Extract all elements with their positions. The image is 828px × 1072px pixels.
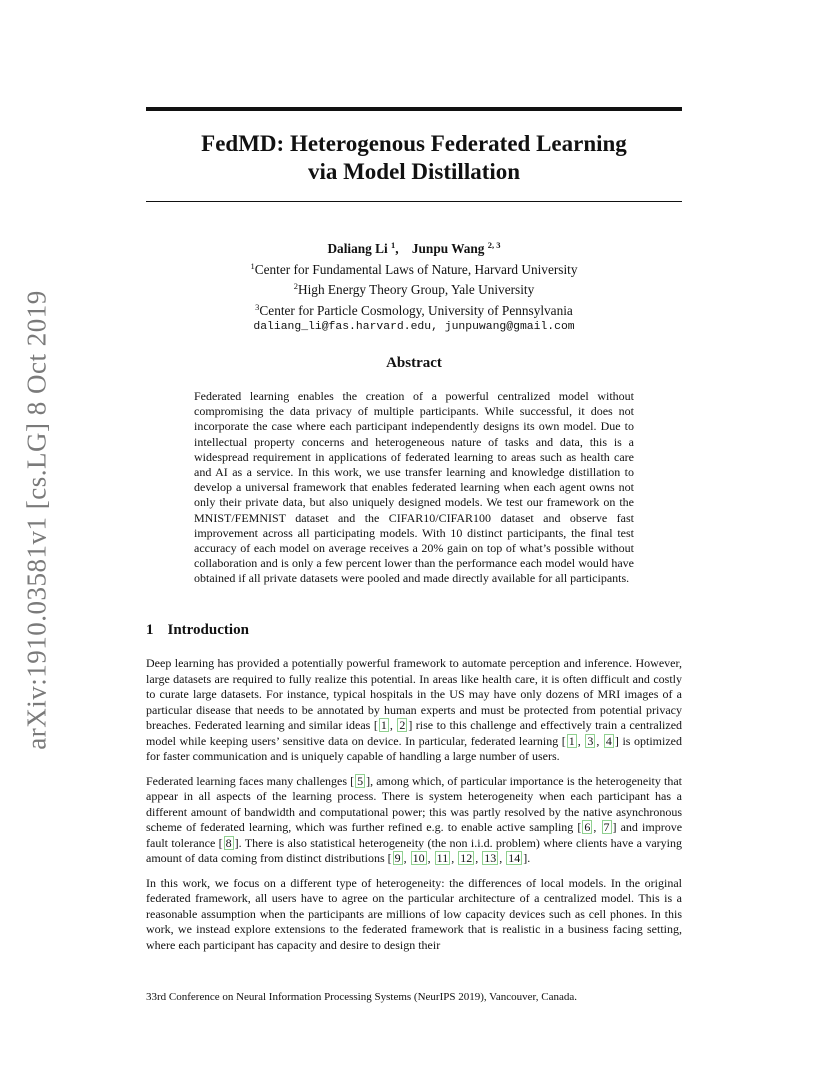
text-run: , [427,851,434,865]
abstract-heading: Abstract [386,355,442,371]
text-run: , [403,851,410,865]
citation-link[interactable]: 1 [568,733,575,748]
author-2-affiliation-mark: 2, 3 [487,240,501,250]
author-names: Daliang Li $^1$, Junpu Wang $^{2, 3}$ [327,240,501,256]
author-emails: daliang_li@fas.harvard.edu, junpuwang@gmail.com [253,321,575,334]
citation-link[interactable]: 14 [508,851,521,865]
citation-link[interactable]: 3 [587,733,594,748]
text-run: ] and improve fault tolerance [ [146,820,683,850]
text-run: ] rise to this challenge and effectively train a centralized model while keeping users’ sensitive data on device. In particular, federated learning [ [146,718,683,748]
section-heading-introduction [146,622,249,639]
text-run: Deep learning has provided a potentially powerful framework to automate perception and inference. However, large datasets are required to fully realize this potential. In areas like health care, it is often difficult and costly to curate large datasets. For instance, typical hospitals in the US may have only dozens of MRI images of a particular disease that needs to be annotated by human experts and must be protected from potential privacy breaches. Federated learning and similar ideas [ [146,656,682,732]
citation-link[interactable]: 13 [484,851,497,865]
citation-link[interactable]: 1 [380,718,387,732]
citation-link[interactable]: 9 [394,851,401,865]
affiliation-3-text: Center for Particle Cosmology, University of Pennsylvania [259,302,573,318]
affiliation-2-text: High Energy Theory Group, Yale University [298,282,535,298]
citation-link[interactable]: 8 [225,835,232,850]
introduction-body [146,656,682,962]
text-run: , [389,718,397,732]
paragraph-3: In this work, we focus on a different type of heterogeneity: the differences of local models. In the original federated framework, all users have to agree on the particular architecture of a centralized model. This is a reasonable assumption when the participants are millions of low capacity devices such as cell phones. In this work, we instead explore extensions to the federated framework that is realistic in a business facing setting, where each participant has capacity and desire to design their [146,875,682,952]
affiliation-1-text: Center for Fundamental Laws of Nature, Harvard University [254,261,578,277]
text-run: , [593,820,601,834]
text-run: Federated learning faces many challenges [ [146,773,355,788]
citation-link[interactable]: 6 [584,820,591,834]
text-run: , [499,851,506,865]
text-run: , [596,733,603,748]
paper-title-line-1: FedMD: Heterogenous Federated Learning [201,131,627,156]
author-1-affiliation-mark: 1 [391,240,396,250]
citation-link[interactable]: 2 [399,718,406,732]
conference-footer: 33rd Conference on Neural Information Processing Systems (NeurIPS 2019), Vancouver, Canada. [146,991,578,1003]
affiliation-2-mark: 2 [293,281,298,292]
affiliation-3-mark: 3 [255,301,260,312]
text-run: ]. [523,851,531,865]
citation-link[interactable]: 12 [460,851,473,865]
citation-link[interactable]: 11 [436,851,449,865]
title-bottom-rule [146,201,682,202]
abstract-text: Federated learning enables the creation of a powerful centralized model without compromising the data privacy of multiple participants. While successful, it does not incorporate the case where each participant independently designs its own model. Due to intellectual property concerns and heterogeneous nature of tasks and data, this is a widespread requirement in applications of federated learning to areas such as health care and AI as a service. In this work, we use transfer learning and knowledge distillation to develop a universal framework that enables federated learning when each agent owns not only their private data, but also uniquely designed models. We test our framework on the MNIST/FEMNIST dataset and the CIFAR10/CIFAR100 dataset and observe fast improvement across all participating models. With 10 distinct participants, the final test accuracy of each model on average receives a 20% gain on top of what’s possible without collaboration and is only a few percent lower than the performance each model would have obtained if all private datasets were pooled and made directly available for all participants. [194,389,634,586]
section-title: Introduction [167,622,249,638]
citation-link[interactable]: 7 [603,820,610,834]
citation-link[interactable]: 10 [412,851,425,865]
author-2-name: Junpu Wang [411,241,485,256]
text-run: ] is optimized for faster communication and is uniquely capable of handling a large number of users. [146,733,683,763]
arxiv-identifier-stamp: arXiv:1910.03581v1 [cs.LG] 8 Oct 2019 [21,290,52,750]
paper-title [146,130,682,186]
paper-title-line-2: via Model Distillation [307,159,521,184]
title-top-rule [146,107,682,111]
affiliation-1-mark: 1 [250,260,255,271]
author-block [146,237,682,336]
text-run: , [475,851,482,865]
text-run: ], among which, of particular importance is the heterogeneity that appear in all aspects of the learning process. There is system heterogeneity when each participant has a different amount of bandwidth and computational power; this was partly resolved by the native asynchronous scheme of federated learning, which was further refined e.g. to enable active sampling [ [146,773,682,834]
section-number: 1 [146,622,154,638]
paragraph-2 [146,774,682,867]
text-run: ]. There is also statistical heterogeneity (the non i.i.d. problem) where clients have a varying amount of data coming from distinct distributions [ [146,835,682,865]
text-run: , [577,733,585,748]
text-run: , [451,851,458,865]
affiliation-3 [146,299,682,320]
paragraph-1 [146,656,682,765]
affiliation-2 [146,278,682,299]
citation-link[interactable]: 5 [357,773,364,788]
citation-link[interactable]: 4 [605,733,612,748]
affiliation-1 [146,258,682,279]
author-1-name: Daliang Li [327,241,388,256]
